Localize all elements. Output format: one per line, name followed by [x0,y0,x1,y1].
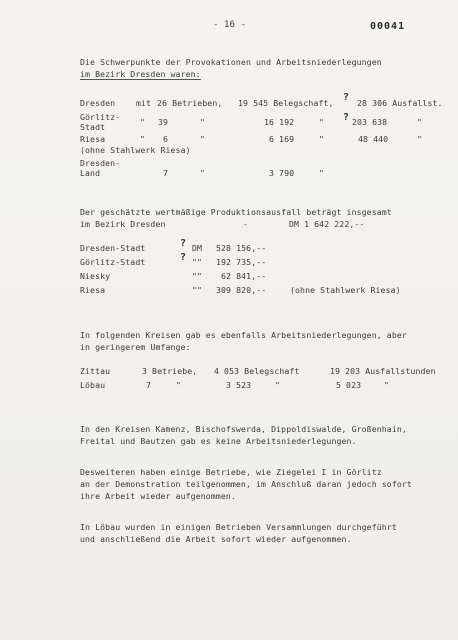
intro-line-2 [80,69,201,80]
paragraph-line: Desweiteren haben einige Betriebe, wie Ziegelei I in Görlitz [80,467,382,477]
row-name: Dresden [80,98,116,108]
row-ausfall: 28 306 Ausfallst. [357,98,443,108]
row-ausfall: 5 023 [336,380,362,390]
row-name: Löbau [80,380,106,390]
summary-total: DM 1 642 222,-- [289,219,365,229]
row-betriebe: 7 [163,168,169,178]
row-name: Riesa [80,285,106,295]
row-betriebe: 26 Betrieben, [157,98,223,108]
row-betriebe: 7 [146,380,152,390]
row-name-continued: Land [80,168,101,178]
paragraph-line: Freital und Bautzen gab es keine Arbeitsniederlegungen. [80,436,357,446]
row-currency: "" [192,271,203,281]
summary-dash: - [243,219,249,229]
ditto: " [200,168,206,178]
question-mark: ? [180,252,187,263]
row-name: Görlitz-Stadt [80,257,146,267]
ditto: " [200,134,206,144]
intro-line-1: Die Schwerpunkte der Provokationen und Arbeitsniederlegungen [80,57,382,67]
ditto: " [176,380,182,390]
row-prefix: mit [136,98,152,108]
row-belegschaft: 6 169 [269,134,295,144]
paragraph-line: an der Demonstration teilgenommen, im Anschluß daran jedoch sofort [80,479,412,489]
row-currency: DM [192,243,203,253]
row-prefix: " [140,134,146,144]
ditto: " [319,168,325,178]
row-amount: 528 156,-- [216,243,267,253]
ditto: " [200,117,206,127]
ditto: " [319,117,325,127]
ditto: " [417,134,423,144]
row-amount: 192 735,-- [216,257,267,267]
row-prefix: " [140,117,146,127]
row-belegschaft: 3 523 [226,380,252,390]
other-districts-line-2: in geringerem Umfange: [80,342,191,352]
row-name: Dresden- [80,158,121,168]
ditto: " [319,134,325,144]
row-betriebe: 6 [163,134,169,144]
row-belegschaft: 16 192 [264,117,295,127]
row-belegschaft: 19 545 Belegschaft, [238,98,334,108]
row-ausfall: 203 638 [352,117,388,127]
row-name: Riesa [80,134,106,144]
summary-label: im Bezirk Dresden [80,219,166,229]
row-amount: 62 841,-- [221,271,267,281]
summary-line-1: Der geschätzte wertmäßige Produktionsausfall beträgt insgesamt [80,207,392,217]
row-amount: 309 820,-- [216,285,267,295]
page-number: - 16 - [213,20,247,30]
row-currency: "" [192,257,203,267]
archive-number-stamp: 00041 [370,21,406,32]
row-note: (ohne Stahlwerk Riesa) [290,285,401,295]
ditto: " [384,380,390,390]
paragraph-line: In den Kreisen Kamenz, Bischofswerda, Dippoldiswalde, Großenhain, [80,424,407,434]
row-name: Görlitz- [80,112,121,122]
paragraph-line: und anschließend die Arbeit sofort wieder aufgenommen. [80,534,352,544]
other-districts-line-1: In folgenden Kreisen gab es ebenfalls Arbeitsniederlegungen, aber [80,330,407,340]
row-belegschaft: 4 053 Belegschaft [214,366,300,376]
ditto: " [275,380,281,390]
ditto: " [417,117,423,127]
row-currency: "" [192,285,203,295]
row-name: Zittau [80,366,111,376]
paragraph-line: ihre Arbeit wieder aufgenommen. [80,491,236,501]
row-name-note: (ohne Stahlwerk Riesa) [80,145,191,155]
row-ausfall: 48 440 [358,134,389,144]
row-name: Niesky [80,271,111,281]
question-mark: ? [180,238,187,249]
intro-line-2-text: im Bezirk Dresden waren: [80,69,201,79]
row-belegschaft: 3 790 [269,168,295,178]
question-mark: ? [343,112,350,123]
paragraph-line: In Löbau wurden in einigen Betrieben Versammlungen durchgeführt [80,522,397,532]
row-ausfall: 19 203 Ausfallstunden [330,366,436,376]
row-betriebe: 39 [158,117,169,127]
row-name: Dresden-Stadt [80,243,146,253]
row-betriebe: 3 Betriebe, [142,366,198,376]
question-mark: ? [343,92,350,103]
row-name-continued: Stadt [80,122,106,132]
